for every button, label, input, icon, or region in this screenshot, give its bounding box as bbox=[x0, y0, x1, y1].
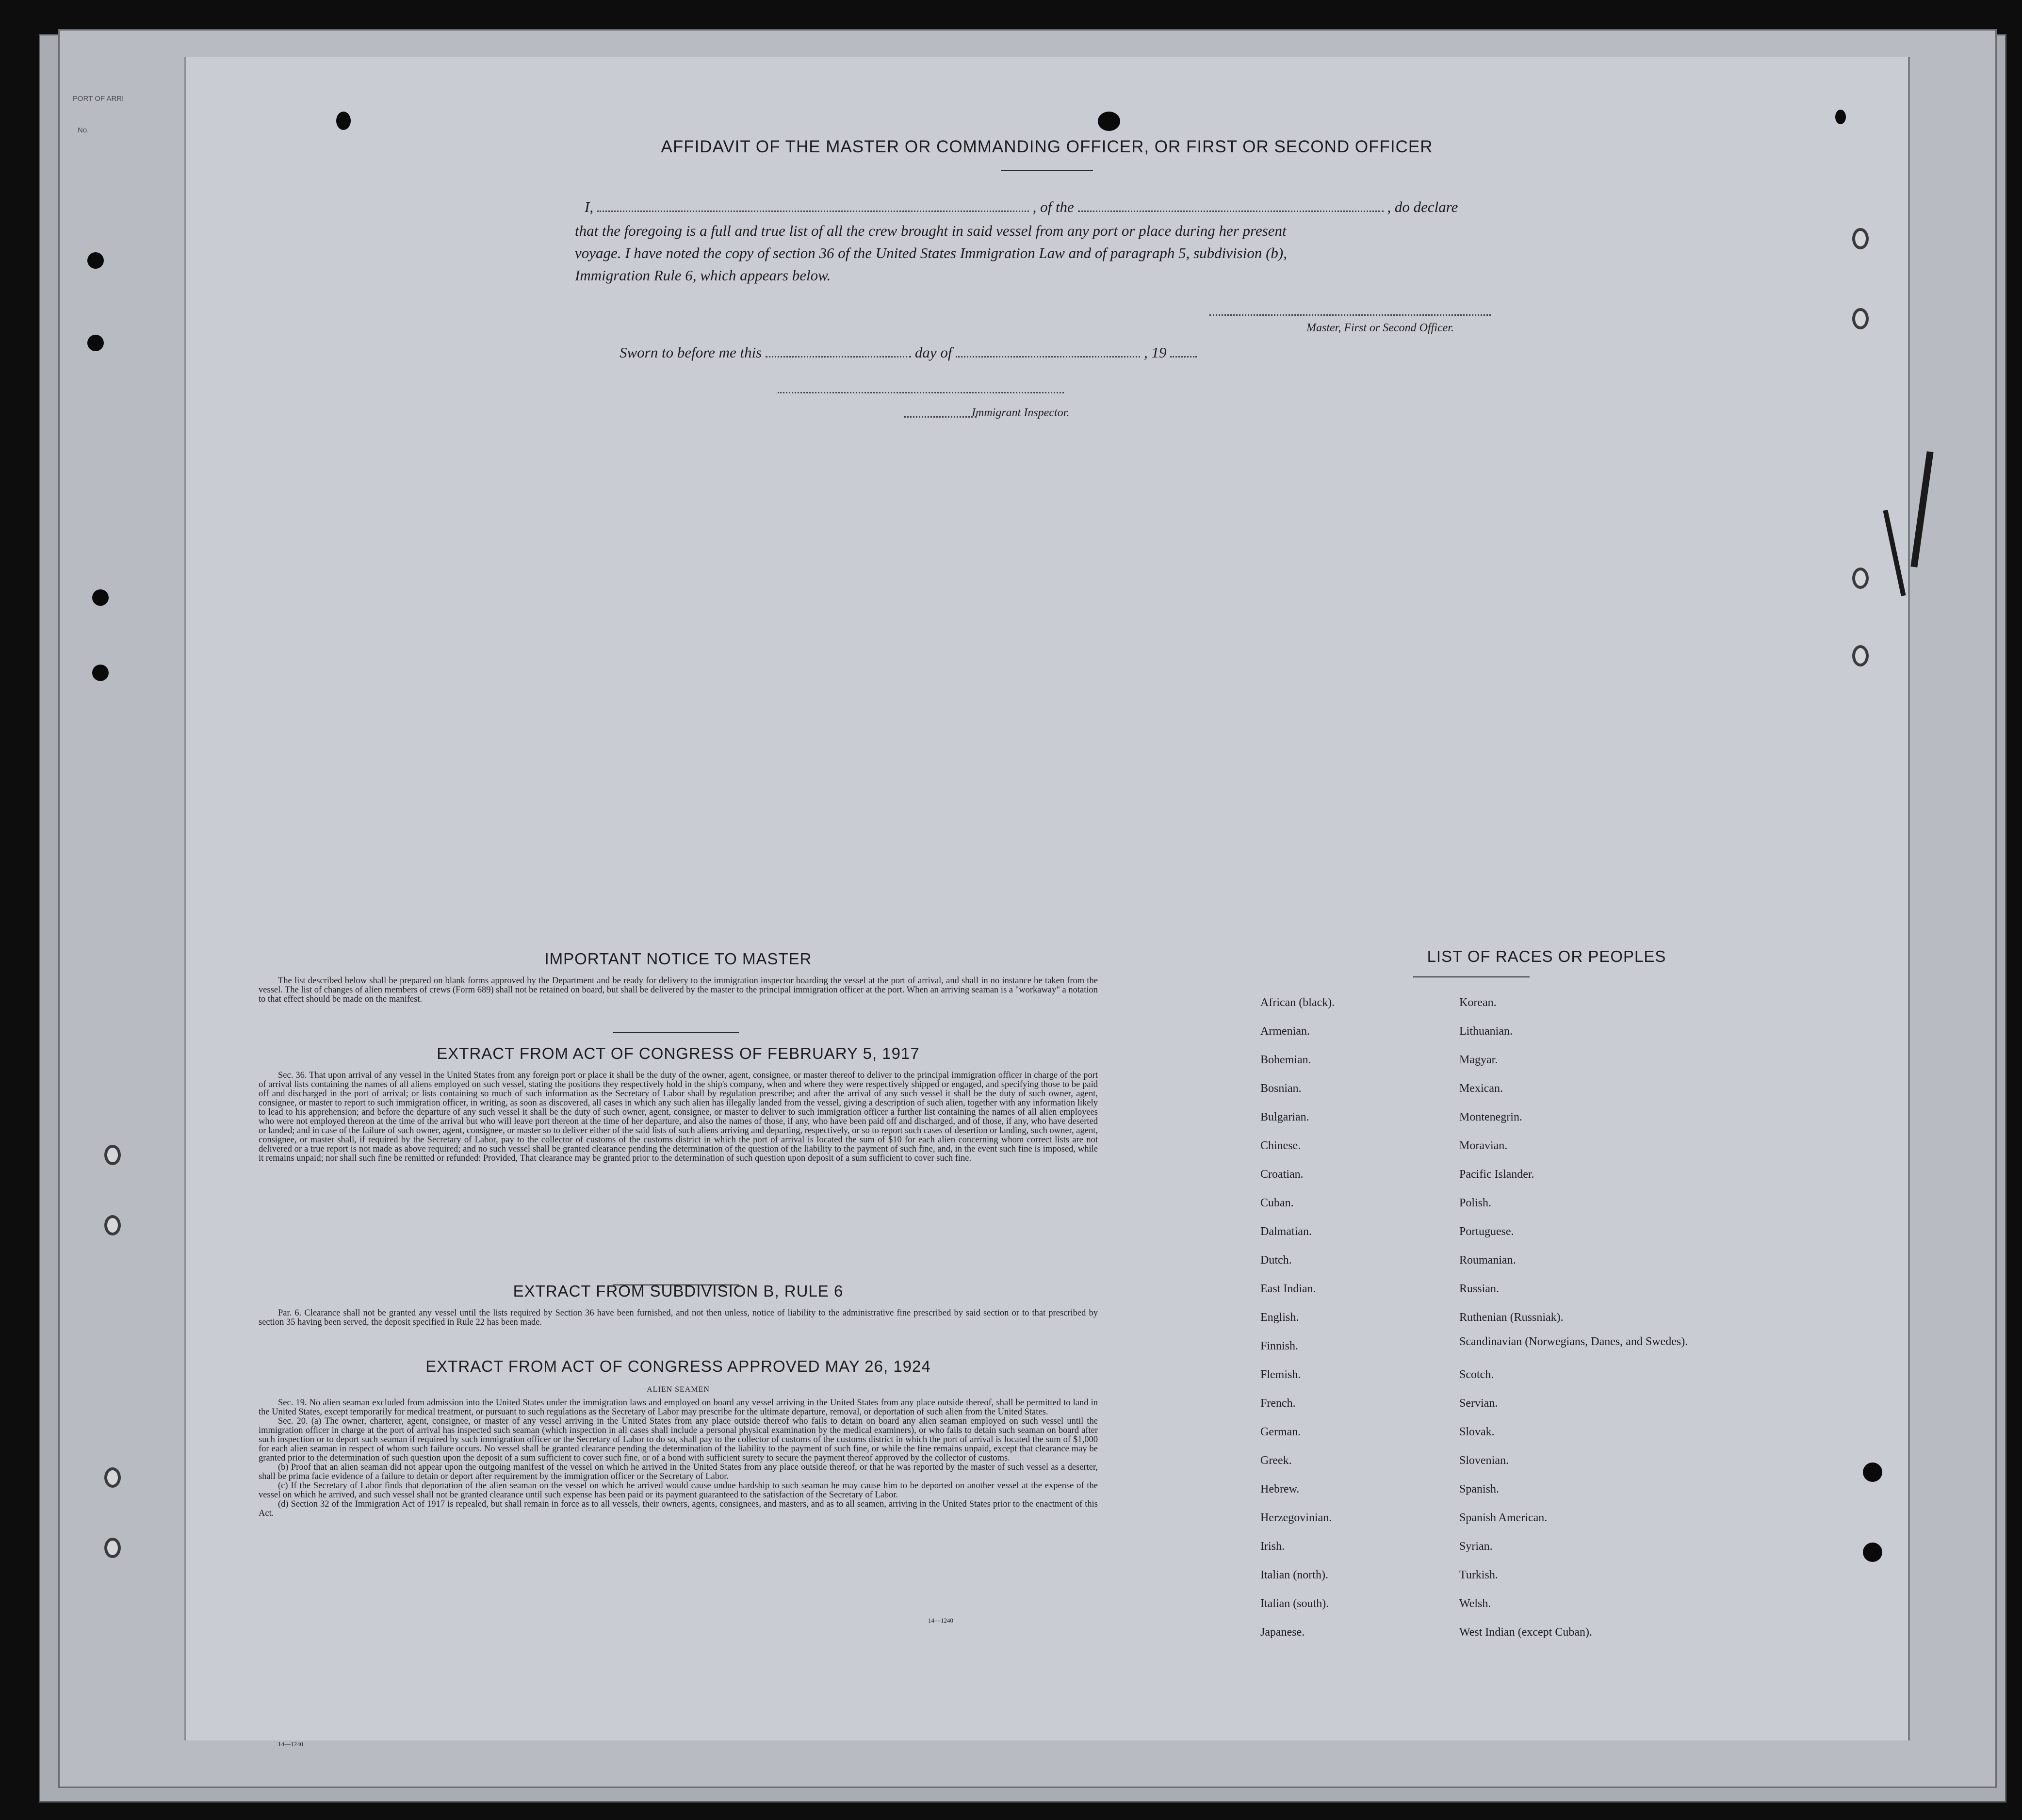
act1924-sec19: Sec. 19. No alien seaman excluded from admission into the United States under the immigration laws and employed on board any vessel arriving in the United States from any place outside thereof, shall be permitted to land in the United States, except temporarily for medical treatment, or pursuant to such regulations as the Secretary of Labor may prescribe for the ultimate departure, removal, or deportation of such alien from the United States. bbox=[259, 1398, 1098, 1417]
race-item: Chinese. bbox=[1260, 1139, 1301, 1152]
race-item: Spanish. bbox=[1459, 1483, 1500, 1495]
notice-title: IMPORTANT NOTICE TO MASTER bbox=[544, 950, 812, 968]
master-signature-line bbox=[1209, 314, 1491, 316]
binder-hole bbox=[1852, 645, 1869, 666]
binder-hole bbox=[1852, 308, 1869, 329]
race-item: Greek. bbox=[1260, 1454, 1292, 1467]
inspector-signature-label: Immigrant Inspector. bbox=[972, 406, 1070, 419]
race-item: Polish. bbox=[1459, 1197, 1492, 1209]
race-item: Cuban. bbox=[1260, 1197, 1294, 1209]
sworn-line bbox=[620, 343, 1197, 361]
race-item: Korean. bbox=[1459, 996, 1497, 1009]
race-item: Japanese. bbox=[1260, 1626, 1305, 1639]
binder-hole bbox=[104, 1538, 121, 1558]
inspector-dots bbox=[904, 416, 977, 418]
binder-hole bbox=[104, 1467, 121, 1488]
rule6-title: EXTRACT FROM SUBDIVISION B, RULE 6 bbox=[513, 1282, 844, 1300]
race-item: Ruthenian (Russniak). bbox=[1459, 1311, 1564, 1324]
binder-hole bbox=[92, 665, 109, 681]
affidavit-body1: that the foregoing is a full and true list of all the crew brought in said vessel from any port or place during her present bbox=[575, 222, 1287, 239]
race-item: Mexican. bbox=[1459, 1082, 1503, 1095]
affidavit-line1 bbox=[585, 198, 1458, 216]
sworn-label: Sworn to before me this bbox=[620, 344, 762, 361]
race-item: Armenian. bbox=[1260, 1025, 1310, 1038]
master-signature-label: Master, First or Second Officer. bbox=[1306, 322, 1454, 334]
race-item: Finnish. bbox=[1260, 1340, 1299, 1352]
rule6-text bbox=[259, 1309, 1098, 1327]
binder-hole bbox=[92, 589, 109, 606]
race-item: German. bbox=[1260, 1426, 1301, 1438]
act1924-title: EXTRACT FROM ACT OF CONGRESS APPROVED MAY 26, 1924 bbox=[425, 1357, 931, 1375]
affidavit-body3: Immigration Rule 6, which appears below. bbox=[575, 267, 831, 284]
race-item: Lithuanian. bbox=[1459, 1025, 1513, 1038]
race-item: Magyar. bbox=[1459, 1054, 1498, 1066]
act1917-title: EXTRACT FROM ACT OF CONGRESS OF FEBRUARY 5, 1917 bbox=[437, 1044, 920, 1062]
binder-hole bbox=[87, 252, 104, 269]
race-item: Dutch. bbox=[1260, 1254, 1292, 1267]
act1924-sec20c: (c) If the Secretary of Labor finds that deportation of the alien seaman on the vessel on which he arrived would cause undue hardship to such seaman he may cause him to be deported on another vessel at the expense of the vessel on which he arrived, and such vessel shall not be granted clearance until such expense has been paid or its payment guaranteed to the satisfaction of the Secretary of Labor. bbox=[259, 1481, 1098, 1500]
race-item: Slovenian. bbox=[1459, 1454, 1509, 1467]
race-item: Welsh. bbox=[1459, 1597, 1491, 1610]
race-item: Bohemian. bbox=[1260, 1054, 1311, 1066]
race-item: English. bbox=[1260, 1311, 1299, 1324]
race-item: Flemish. bbox=[1260, 1368, 1301, 1381]
punch-mark bbox=[336, 112, 351, 130]
divider bbox=[613, 1032, 739, 1033]
binder-hole bbox=[104, 1145, 121, 1165]
notice-text bbox=[259, 976, 1098, 1004]
race-item: Syrian. bbox=[1459, 1540, 1493, 1553]
binder-hole bbox=[1852, 568, 1869, 589]
binder-hole bbox=[1863, 1543, 1882, 1562]
affidavit-of-the: , of the bbox=[1032, 198, 1074, 215]
edge-stamp-no: No. bbox=[78, 126, 89, 134]
divider bbox=[1001, 170, 1093, 171]
notice-paragraph: The list described below shall be prepared on blank forms approved by the Department and be ready for delivery to the immigration inspector boarding the vessel at the port of arrival, and shall in no instance be taken from the vessel. The list of changes of alien members of crews (Form 689) shall not be retained on board, but shall be delivered by the master to the principal immigration officer at the port. When an arriving seaman is a "workaway" a notation to that effect should be made on the manifest. bbox=[259, 976, 1098, 1004]
vessel-blank bbox=[1078, 198, 1384, 212]
race-item: Croatian. bbox=[1260, 1168, 1304, 1181]
binder-hole bbox=[1852, 228, 1869, 249]
rule6-paragraph: Par. 6. Clearance shall not be granted any vessel until the lists required by Section 36 have been furnished, and not then unless, notice of liability to the administrative fine prescribed by said section or to that prescribed by section 35 having been served, the deposit specified in Rule 22 has been made. bbox=[259, 1308, 1098, 1327]
inspector-signature-line bbox=[778, 392, 1064, 393]
year-label: , 19 bbox=[1143, 344, 1167, 361]
race-item: Scotch. bbox=[1459, 1368, 1494, 1381]
binder-hole bbox=[1863, 1462, 1882, 1482]
race-item: Bulgarian. bbox=[1260, 1111, 1309, 1123]
year-blank bbox=[1170, 343, 1197, 358]
race-item: East Indian. bbox=[1260, 1283, 1316, 1295]
race-item: Spanish American. bbox=[1459, 1511, 1548, 1524]
act1924-subtitle: ALIEN SEAMEN bbox=[647, 1385, 710, 1394]
divider bbox=[1413, 976, 1530, 977]
races-left-column bbox=[1260, 989, 1445, 1647]
form-number: 14—1240 bbox=[928, 1617, 953, 1624]
race-item: West Indian (except Cuban). bbox=[1459, 1626, 1592, 1639]
affidavit-i: I, bbox=[585, 198, 594, 215]
name-blank bbox=[597, 198, 1029, 212]
race-item: Servian. bbox=[1459, 1397, 1498, 1410]
race-item: Moravian. bbox=[1459, 1139, 1508, 1152]
manifest-back-page bbox=[184, 57, 1910, 1748]
race-item: Irish. bbox=[1260, 1540, 1285, 1553]
race-item: French. bbox=[1260, 1397, 1296, 1410]
act1917-paragraph: Sec. 36. That upon arrival of any vessel in the United States from any foreign port or place it shall be the duty of the owner, agent, consignee, or master thereof to deliver to the principal immigration officer in charge of the port of arrival lists containing the names of all aliens employed on such vessel, stating the positions they respectively hold in the ship's company, when and where they were respectively shipped or engaged, and specifying those to be paid off and discharged in the port of arrival; or lists containing so much of such information as the Secretary of Labor shall by regulation prescribe; and after the arrival of any such vessel it shall be the duty of such owner, agent, consignee, or master to report to such immigration officer, in writing, as soon as discovered, all cases in which any such alien has illegally landed from the vessel, giving a description of such alien, together with any information likely to lead to his apprehension; and before the departure of any such vessel it shall be the duty of such owner, agent, consignee, or master to deliver to such immigration officer a further list containing the names of all alien employees who were not employed thereon at the time of the arrival but who will leave port thereon at the time of her departure, and also the names of those, if any, who have been paid off and discharged, and of those, if any, who have deserted or landed; and in case of the failure of such owner, agent, consignee, or master so to deliver either of the said lists of such aliens arriving and departing, respectively, or so to report such cases of desertion or landing, such owner, agent, consignee, or master shall, if required by the Secretary of Labor, pay to the collector of customs of the customs district in which the port of arrival is located the sum of $10 for each alien concerning whom correct lists are not delivered or a true report is not made as above required; and no such vessel shall be granted clearance pending the determination of the question of the liability to the payment of such fine, and, in the event such fine is imposed, while it remains unpaid; nor shall such fine be remitted or refunded: Provided, That clearance may be granted prior to the determination of such question upon deposit of a sum sufficient to cover such fine. bbox=[259, 1071, 1098, 1163]
act1924-sec20d: (d) Section 32 of the Immigration Act of 1917 is repealed, but shall remain in force as to all vessels, their owners, agents, consignees, and masters, and as to all seamen, arriving in the United States prior to the enactment of this Act. bbox=[259, 1499, 1098, 1518]
race-item: Italian (south). bbox=[1260, 1597, 1329, 1610]
affidavit-body2: voyage. I have noted the copy of section 36 of the United States Immigration Law and of paragraph 5, subdivision (b), bbox=[575, 244, 1287, 261]
day-blank bbox=[766, 343, 911, 358]
affidavit-title: AFFIDAVIT OF THE MASTER OR COMMANDING OFFICER, OR FIRST OR SECOND OFFICER bbox=[661, 137, 1433, 156]
binder-hole bbox=[87, 335, 104, 351]
race-item: Hebrew. bbox=[1260, 1483, 1300, 1495]
race-item: Herzegovinian. bbox=[1260, 1511, 1332, 1524]
race-item: Roumanian. bbox=[1459, 1254, 1516, 1267]
act1924-text bbox=[259, 1398, 1098, 1518]
race-item: Slovak. bbox=[1459, 1426, 1495, 1438]
act1924-sec20a: Sec. 20. (a) The owner, charterer, agent, consignee, or master of any vessel arriving in the United States from any place outside thereof who fails to detain on board any alien seaman employed on such vessel until the immigration officer in charge at the port of arrival has inspected such seaman (which inspection in all cases shall include a personal physical examination by the medical examiners), or who fails to detain such seaman on board after such inspection or to deport such seaman if required by such immigration officer or the Secretary of Labor to do so, shall pay to the collector of customs of the customs district in which the port of arrival is located the sum of $1,000 for each alien seaman in respect of whom such failure occurs. No vessel shall be granted clearance pending the determination of the liability to the payment of such fine, or while the fine remains unpaid, except that clearance may be granted prior to the determination of such question upon the deposit of a sum sufficient to cover such fine, or of a bond with sufficient surety to secure the payment thereof approved by the collector of customs. bbox=[259, 1416, 1098, 1463]
punch-mark bbox=[1098, 112, 1120, 131]
race-item: Russian. bbox=[1459, 1283, 1500, 1295]
day-of-label: day of bbox=[914, 344, 952, 361]
edge-stamp: PORT OF ARRI bbox=[73, 95, 124, 103]
bottom-form-number: 14—1240 bbox=[278, 1740, 303, 1748]
act1924-sec20b: (b) Proof that an alien seaman did not appear upon the outgoing manifest of the vessel on which he arrived in the United States from any place outside thereof, or that he was reported by the master of such vessel as a deserter, shall be prima facie evidence of a failure to detain or deport after requirement by the immigration officer or the Secretary of Labor. bbox=[259, 1462, 1098, 1481]
race-item: African (black). bbox=[1260, 996, 1335, 1009]
punch-mark bbox=[1835, 110, 1846, 124]
act1917-text bbox=[259, 1071, 1098, 1163]
races-right-column bbox=[1459, 989, 1731, 1647]
race-item: Scandinavian (Norwegians, Danes, and Swedes). bbox=[1459, 1335, 1688, 1348]
races-title: LIST OF RACES OR PEOPLES bbox=[1427, 947, 1666, 965]
race-item: Portuguese. bbox=[1459, 1225, 1514, 1238]
race-item: Italian (north). bbox=[1260, 1569, 1328, 1581]
binder-hole bbox=[104, 1215, 121, 1235]
race-item: Montenegrin. bbox=[1459, 1111, 1522, 1123]
month-blank bbox=[956, 343, 1140, 358]
race-item: Turkish. bbox=[1459, 1569, 1498, 1581]
race-item: Pacific Islander. bbox=[1459, 1168, 1534, 1181]
affidavit-declare: , do declare bbox=[1387, 198, 1458, 215]
race-item: Bosnian. bbox=[1260, 1082, 1302, 1095]
race-item: Dalmatian. bbox=[1260, 1225, 1312, 1238]
